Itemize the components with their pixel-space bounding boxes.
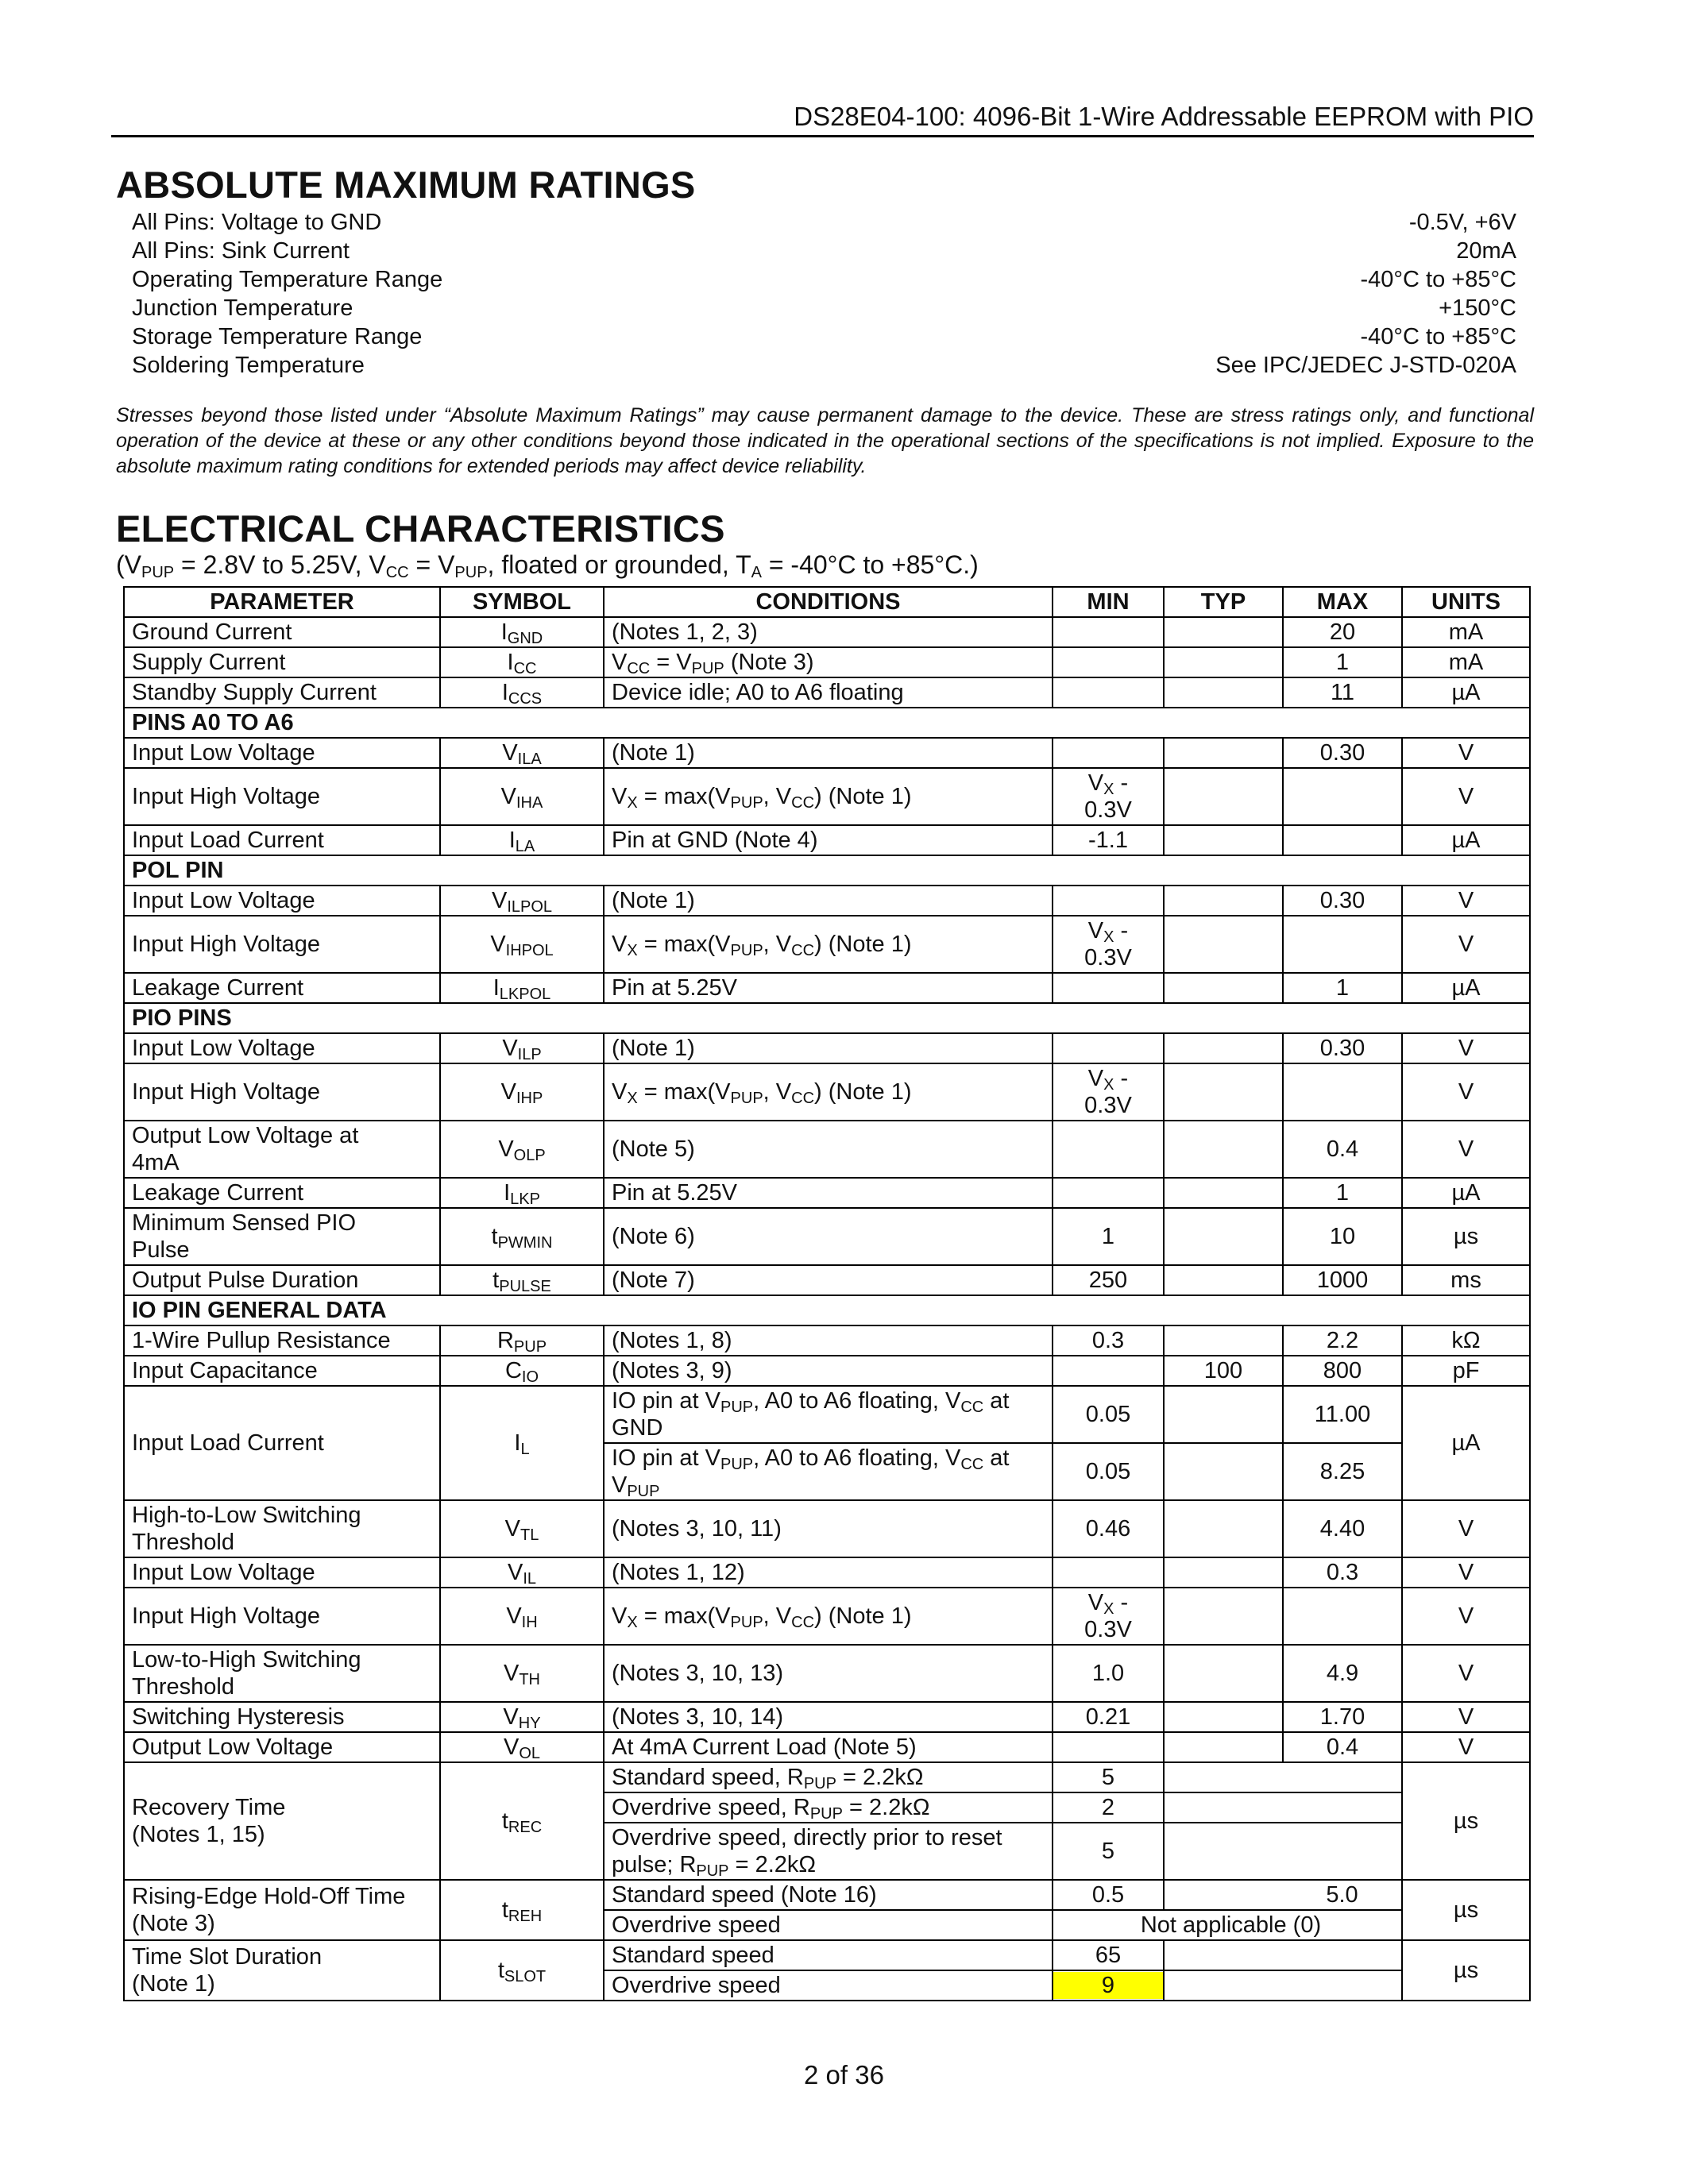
table-row: IO pin at $V_{PUP}$, A0 to A6 floating, $V_{CC}$ at $V_{PUP}$ 0.05 8.25 [124,1443,1530,1500]
rating-row: Junction Temperature +150°C [132,295,1516,321]
table-row: Rising-Edge Hold-Off Time (Note 3) $t_{REH}$ Standard speed (Note 16) 0.5 5.0 µs [124,1880,1530,1910]
stress-disclaimer: Stresses beyond those listed under “Absolute Maximum Ratings” may cause permanent damage to the device. These are stress ratings only, and functional operation of the device at these or any other conditions beyond those indicated in the operational sections of the specifications is not implied. Exposure to the absolute maximum rating conditions for extended periods may affect device reliability. [116,404,1534,477]
table-row: Input Low Voltage $V_{ILA}$ (Note 1) 0.30 V [124,738,1530,768]
table-section-row: PIO PINS [124,1003,1530,1033]
table-row: Output Low Voltage at 4mA $V_{OLP}$ (Note 5) 0.4 V [124,1121,1530,1178]
table-row: Ground Current $I_{GND}$ (Notes 1, 2, 3) 20 mA [124,617,1530,647]
table-row: Supply Current $I_{CC}$ $V_{CC} = V_{PUP}$ (Note 3) 1 mA [124,647,1530,677]
rating-row: Soldering Temperature See IPC/JEDEC J-STD-020A [132,353,1516,378]
table-row: Input Low Voltage $V_{ILPOL}$ (Note 1) 0.30 V [124,886,1530,916]
table-row: 1-Wire Pullup Resistance $R_{PUP}$ (Notes 1, 8) 0.3 2.2 kΩ [124,1325,1530,1356]
table-row: Input Load Current $I_L$ IO pin at $V_{PUP}$, A0 to A6 floating, $V_{CC}$ at GND 0.05 11.00 µA [124,1386,1530,1443]
test-conditions: ($V_{PUP} = 2.8V$ to 5.25V, $V_{CC} = V_{PUP}$, floated or grounded, $T_A = -40^\circ C$ to +85°C.) [116,550,979,581]
absolute-max-ratings-heading: ABSOLUTE MAXIMUM RATINGS [116,164,696,206]
document-title: DS28E04-100: 4096-Bit 1-Wire Addressable EEPROM with PIO [794,102,1534,131]
table-row: Input Low Voltage $V_{IL}$ (Notes 1, 12) 0.3 V [124,1557,1530,1588]
table-row: Input High Voltage $V_{IHPOL}$ $V_X = \max(V_{PUP}$, $V_{CC}$) (Note 1) $V_X$ - 0.3V V [124,916,1530,973]
table-row: Overdrive speed, directly prior to reset pulse; $R_{PUP} = 2.2k\Omega$ 5 [124,1823,1530,1880]
electrical-characteristics-table [123,586,1531,2001]
rating-row: All Pins: Sink Current 20mA [132,238,1516,264]
table-section-row: IO PIN GENERAL DATA [124,1295,1530,1325]
table-body-rest [124,708,1530,2001]
table-section-row: POL PIN [124,855,1530,886]
table-row: Output Low Voltage $V_{OL}$ At 4mA Current Load (Note 5) 0.4 V [124,1732,1530,1762]
column-header: PARAMETER [124,587,440,617]
table-section-row: PINS A0 TO A6 [124,708,1530,738]
column-header: UNITS [1402,587,1530,617]
page-header [111,95,1534,137]
table-row: Time Slot Duration (Note 1) $t_{SLOT}$ Standard speed 65 µs [124,1940,1530,1970]
table-row: Input High Voltage $V_{IHA}$ $V_X = \max(V_{PUP}$, $V_{CC}$) (Note 1) $V_X$ - 0.3V V [124,768,1530,825]
table-row: Input High Voltage $V_{IHP}$ $V_X = \max(V_{PUP}$, $V_{CC}$) (Note 1) $V_X$ - 0.3V V [124,1063,1530,1121]
column-header: MIN [1053,587,1164,617]
rating-row: Operating Temperature Range -40°C to +85°C [132,267,1516,292]
table-row: Input Low Voltage $V_{ILP}$ (Note 1) 0.30 V [124,1033,1530,1063]
table-row: Minimum Sensed PIO Pulse $t_{PWMIN}$ (Note 6) 1 10 µs [124,1208,1530,1265]
table-row: Output Pulse Duration $t_{PULSE}$ (Note 7) 250 1000 ms [124,1265,1530,1295]
column-header: SYMBOL [440,587,604,617]
highlighted-value: 9 [1053,1972,1163,1999]
page-number: 2 of 36 [804,2060,884,2089]
table-header-row [124,587,1530,617]
table-row: Standby Supply Current $I_{CCS}$ Device idle; A0 to A6 floating 11 µA [124,677,1530,708]
table-row: Leakage Current $I_{LKPOL}$ Pin at 5.25V 1 µA [124,973,1530,1003]
table-row: Input Capacitance $C_{IO}$ (Notes 3, 9) 100 800 pF [124,1356,1530,1386]
table-row: High-to-Low Switching Threshold $V_{TL}$ (Notes 3, 10, 11) 0.46 4.40 V [124,1500,1530,1557]
table-row: Recovery Time (Notes 1, 15) $t_{REC}$ Standard speed, $R_{PUP} = 2.2k\Omega$ 5 µs [124,1762,1530,1792]
table-row: Switching Hysteresis $V_{HY}$ (Notes 3, 10, 14) 0.21 1.70 V [124,1702,1530,1732]
column-header: TYP [1164,587,1283,617]
table-row: Overdrive speed 9 [124,1970,1530,2001]
table-row: Input Load Current $I_{LA}$ Pin at GND (Note 4) -1.1 µA [124,825,1530,855]
table-row: Leakage Current $I_{LKP}$ Pin at 5.25V 1 µA [124,1178,1530,1208]
rating-row: Storage Temperature Range -40°C to +85°C [132,324,1516,349]
table-row: Input High Voltage $V_{IH}$ $V_X = \max(V_{PUP}$, $V_{CC}$) (Note 1) $V_X$ - 0.3V V [124,1588,1530,1645]
table-body [124,617,1530,708]
column-header: MAX [1283,587,1402,617]
absolute-max-ratings-list [132,208,1516,380]
table-row: Low-to-High Switching Threshold $V_{TH}$ (Notes 3, 10, 13) 1.0 4.9 V [124,1645,1530,1702]
column-header: CONDITIONS [604,587,1053,617]
table-row: Overdrive speed Not applicable (0) [124,1910,1530,1940]
electrical-characteristics-heading: ELECTRICAL CHARACTERISTICS [116,507,725,550]
table-row: Overdrive speed, $R_{PUP} = 2.2k\Omega$ 2 [124,1792,1530,1823]
rating-row: All Pins: Voltage to GND -0.5V, +6V [132,210,1516,235]
